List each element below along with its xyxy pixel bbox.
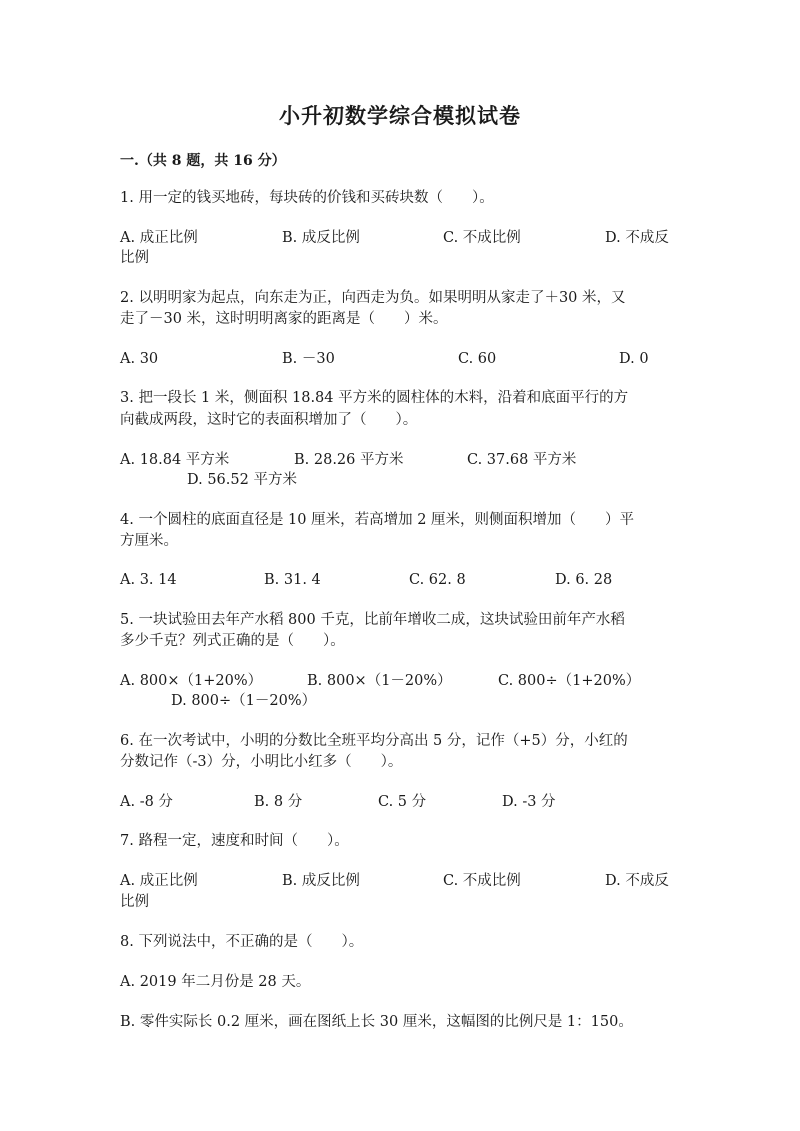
question-2-option-a[interactable]: A. 30 [120, 351, 159, 367]
question-7-option-a[interactable]: A. 成正比例 [120, 873, 198, 889]
question-1-stem: 1. 用一定的钱买地砖，每块砖的价钱和买砖块数（ ）。 [120, 190, 494, 206]
question-4-option-a[interactable]: A. 3. 14 [120, 572, 177, 588]
question-6-stem-line-1: 6. 在一次考试中，小明的分数比全班平均分高出 5 分，记作（+5）分，小红的 [120, 733, 628, 749]
question-1-option-a[interactable]: A. 成正比例 [120, 230, 198, 246]
question-6-option-b[interactable]: B. 8 分 [254, 794, 303, 810]
question-3-option-b[interactable]: B. 28.26 平方米 [294, 452, 404, 468]
question-4-option-c[interactable]: C. 62. 8 [409, 572, 466, 588]
question-1-option-d[interactable]: D. 不成反 [605, 230, 669, 246]
question-5-option-d[interactable]: D. 800÷（1－20%） [171, 693, 317, 709]
question-3-option-d[interactable]: D. 56.52 平方米 [187, 472, 297, 488]
question-1-option-b[interactable]: B. 成反比例 [282, 230, 360, 246]
question-5-option-c[interactable]: C. 800÷（1+20%） [498, 673, 641, 689]
question-6-option-c[interactable]: C. 5 分 [378, 794, 427, 810]
question-8-option-b[interactable]: B. 零件实际长 0.2 厘米，画在图纸上长 30 厘米，这幅图的比例尺是 1：150。 [120, 1014, 633, 1030]
question-8-stem: 8. 下列说法中，不正确的是（ ）。 [120, 934, 364, 950]
question-7-option-b[interactable]: B. 成反比例 [282, 873, 360, 889]
question-2-stem-line-1: 2. 以明明家为起点，向东走为正，向西走为负。如果明明从家走了＋30 米，又 [120, 290, 626, 306]
question-5-option-a[interactable]: A. 800×（1+20%） [120, 673, 263, 689]
question-2-option-c[interactable]: C. 60 [458, 351, 497, 367]
question-2-stem-line-2: 走了－30 米，这时明明离家的距离是（ ）米。 [120, 311, 448, 327]
question-5-option-b[interactable]: B. 800×（1－20%） [307, 673, 452, 689]
question-3-option-a[interactable]: A. 18.84 平方米 [120, 452, 230, 468]
question-4-stem-line-1: 4. 一个圆柱的底面直径是 10 厘米，若高增加 2 厘米，则侧面积增加（ ）平 [120, 512, 635, 528]
question-7-option-d[interactable]: D. 不成反 [605, 873, 669, 889]
section-header: 一.（共 8 题，共 16 分） [120, 153, 286, 169]
question-4-option-b[interactable]: B. 31. 4 [264, 572, 321, 588]
question-4-stem-line-2: 方厘米。 [120, 533, 178, 549]
question-1-option-d-wrap: 比例 [120, 250, 149, 266]
question-7-option-d-wrap: 比例 [120, 894, 149, 910]
question-4-option-d[interactable]: D. 6. 28 [555, 572, 613, 588]
question-5-stem-line-1: 5. 一块试验田去年产水稻 800 千克，比前年增收二成，这块试验田前年产水稻 [120, 612, 625, 628]
question-5-stem-line-2: 多少千克？列式正确的是（ ）。 [120, 633, 345, 649]
exam-title: 小升初数学综合模拟试卷 [279, 103, 521, 128]
question-3-stem-line-1: 3. 把一段长 1 米，侧面积 18.84 平方米的圆柱体的木料，沿着和底面平行的方 [120, 390, 629, 406]
question-3-stem-line-2: 向截成两段，这时它的表面积增加了（ ）。 [120, 412, 418, 428]
question-7-stem: 7. 路程一定，速度和时间（ ）。 [120, 833, 349, 849]
question-1-option-c[interactable]: C. 不成比例 [443, 230, 521, 246]
question-3-option-c[interactable]: C. 37.68 平方米 [467, 452, 577, 468]
question-7-option-c[interactable]: C. 不成比例 [443, 873, 521, 889]
question-6-stem-line-2: 分数记作（-3）分，小明比小红多（ ）。 [120, 754, 403, 770]
question-2-option-d[interactable]: D. 0 [619, 351, 649, 367]
question-8-option-a[interactable]: A. 2019 年二月份是 28 天。 [120, 974, 311, 990]
question-6-option-a[interactable]: A. -8 分 [120, 794, 173, 810]
question-2-option-b[interactable]: B. －30 [282, 351, 335, 367]
question-6-option-d[interactable]: D. -3 分 [502, 794, 556, 810]
